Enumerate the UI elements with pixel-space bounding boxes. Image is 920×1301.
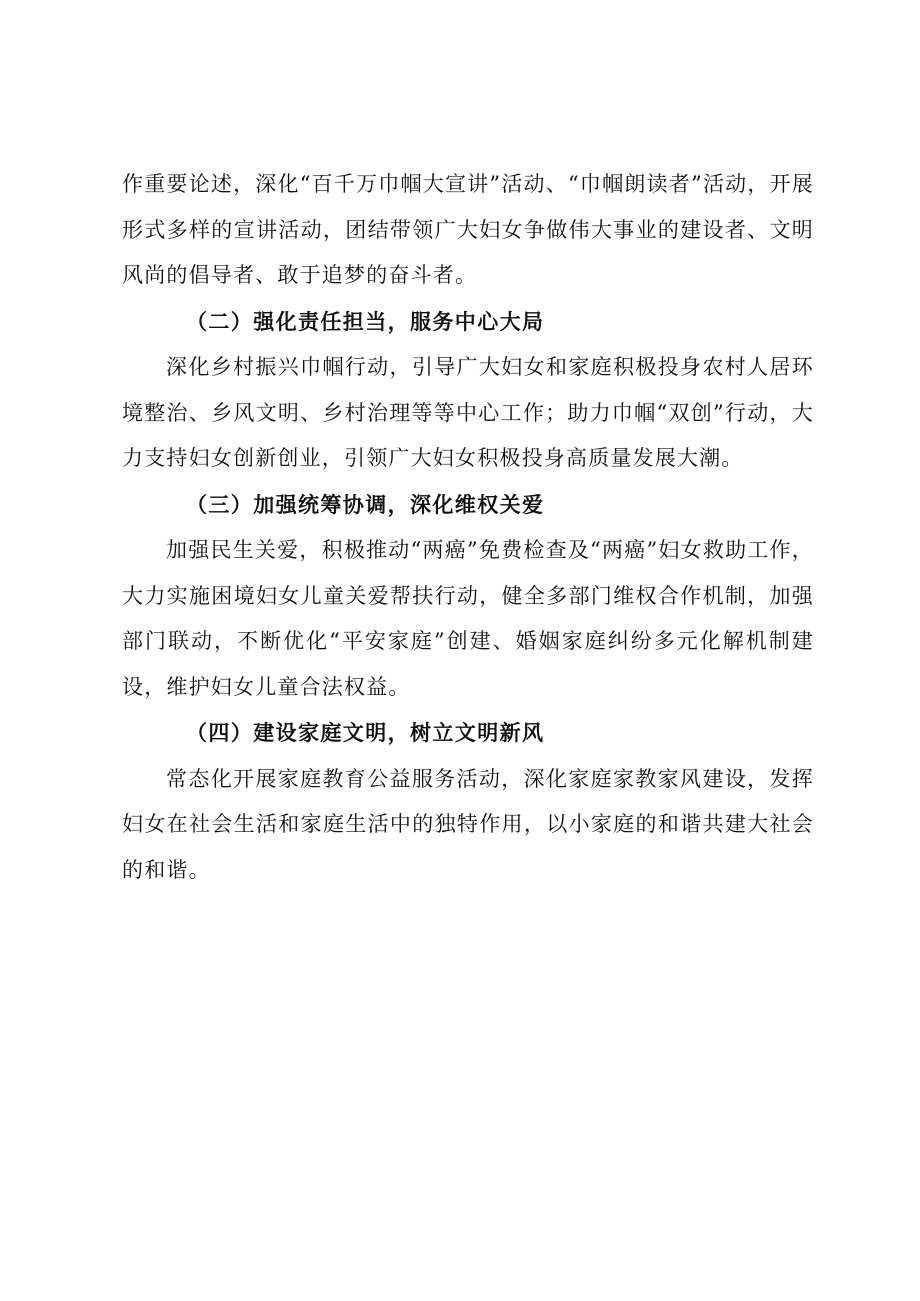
section-4-paragraph: 常态化开展家庭教育公益服务活动，深化家庭家教家风建设，发挥妇女在社会生活和家庭生活中的独特作用，以小家庭的和谐共建大社会的和谐。 bbox=[122, 766, 814, 882]
document-body bbox=[122, 162, 814, 893]
section-heading-3: （三）加强统筹协调，深化维权关爱 bbox=[186, 491, 545, 517]
section-3-paragraph: 加强民生关爱，积极推动“两癌”免费检查及“两癌”妇女救助工作，大力实施困境妇女儿童关爱帮扶行动，健全多部门维权合作机制，加强部门联动，不断优化“平安家庭”创建、婚姻家庭纠纷多元化解机制建设，维护妇女儿童合法权益。 bbox=[122, 538, 814, 699]
section-heading-4: （四）建设家庭文明，树立文明新风 bbox=[186, 720, 545, 745]
continued-paragraph: 作重要论述，深化“百千万巾帼大宣讲”活动、“巾帼朗读者”活动，开展形式多样的宣讲活动，团结带领广大妇女争做伟大事业的建设者、文明风尚的倡导者、敢于追梦的奋斗者。 bbox=[122, 172, 814, 287]
section-heading-2: （二）强化责任担当，服务中心大局 bbox=[186, 308, 545, 334]
section-2-paragraph: 深化乡村振兴巾帼行动，引导广大妇女和家庭积极投身农村人居环境整治、乡风文明、乡村治理等等中心工作；助力巾帼“双创”行动，大力支持妇女创新创业，引领广大妇女积极投身高质量发展大潮。 bbox=[122, 355, 814, 470]
